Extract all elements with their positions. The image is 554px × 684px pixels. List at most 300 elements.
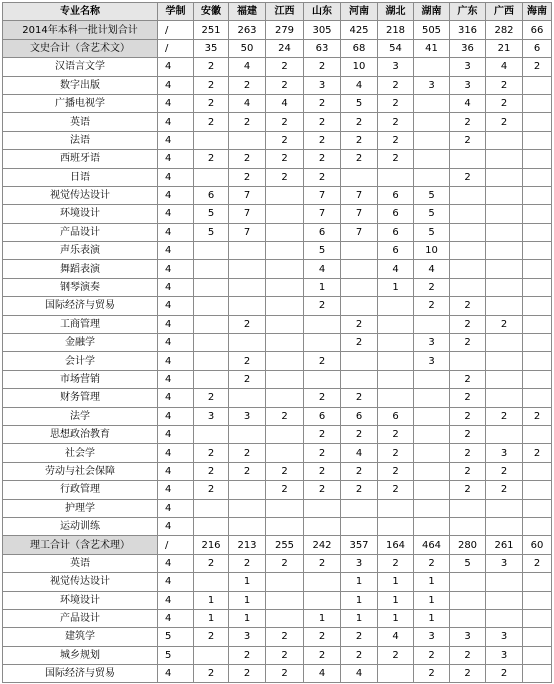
quota-cell: 2 xyxy=(378,444,414,462)
quota-cell: 2 xyxy=(378,94,414,112)
quota-cell: 2 xyxy=(414,297,450,315)
quota-cell: 6 xyxy=(378,186,414,204)
major-name-cell: 声乐表演 xyxy=(3,242,158,260)
quota-cell: 4 xyxy=(378,260,414,278)
quota-cell: 7 xyxy=(341,205,378,223)
quota-cell: 2 xyxy=(194,628,229,646)
years-cell: 4 xyxy=(158,370,194,388)
quota-cell xyxy=(486,205,523,223)
quota-cell xyxy=(523,94,552,112)
quota-cell: 35 xyxy=(194,39,229,57)
quota-cell: 1 xyxy=(414,573,450,591)
quota-cell: 2 xyxy=(304,113,341,131)
quota-cell: 7 xyxy=(304,205,341,223)
quota-cell: 2 xyxy=(341,131,378,149)
quota-cell: 2 xyxy=(194,554,229,572)
quota-cell: 2 xyxy=(266,554,304,572)
quota-cell xyxy=(304,591,341,609)
quota-cell xyxy=(414,58,450,76)
quota-cell: 63 xyxy=(304,39,341,57)
quota-cell xyxy=(523,591,552,609)
quota-cell xyxy=(194,297,229,315)
quota-cell: 263 xyxy=(229,21,266,39)
table-row xyxy=(3,425,552,443)
quota-cell xyxy=(523,499,552,517)
quota-cell xyxy=(194,260,229,278)
quota-cell: 2 xyxy=(304,462,341,480)
quota-cell xyxy=(266,591,304,609)
quota-cell xyxy=(450,573,486,591)
quota-cell xyxy=(414,481,450,499)
quota-cell: 2 xyxy=(266,407,304,425)
years-cell: 4 xyxy=(158,425,194,443)
quota-cell: 425 xyxy=(341,21,378,39)
quota-cell xyxy=(194,334,229,352)
quota-cell xyxy=(414,425,450,443)
years-cell: 4 xyxy=(158,260,194,278)
quota-cell: 2 xyxy=(341,113,378,131)
quota-cell: 4 xyxy=(486,58,523,76)
major-name-cell: 钢琴演奏 xyxy=(3,278,158,296)
quota-cell: 2 xyxy=(341,334,378,352)
quota-cell: 2 xyxy=(194,113,229,131)
column-header-province: 河南 xyxy=(341,3,378,21)
quota-cell: 261 xyxy=(486,536,523,554)
quota-cell: 50 xyxy=(229,39,266,57)
major-name-cell: 数字出版 xyxy=(3,76,158,94)
quota-cell: 357 xyxy=(341,536,378,554)
quota-cell: 2 xyxy=(194,76,229,94)
major-name-cell: 舞蹈表演 xyxy=(3,260,158,278)
quota-cell: 2 xyxy=(229,554,266,572)
major-name-cell: 劳动与社会保障 xyxy=(3,462,158,480)
quota-cell: 2 xyxy=(341,425,378,443)
quota-cell: 4 xyxy=(304,665,341,683)
quota-cell: 2 xyxy=(194,444,229,462)
quota-cell xyxy=(414,94,450,112)
major-name-cell: 运动训练 xyxy=(3,517,158,535)
quota-cell: 3 xyxy=(414,334,450,352)
quota-cell xyxy=(414,150,450,168)
quota-cell: 3 xyxy=(414,352,450,370)
quota-cell xyxy=(523,150,552,168)
quota-cell xyxy=(229,242,266,260)
quota-cell xyxy=(341,278,378,296)
quota-cell: 2 xyxy=(450,315,486,333)
major-name-cell: 财务管理 xyxy=(3,389,158,407)
quota-cell xyxy=(450,186,486,204)
quota-cell xyxy=(523,573,552,591)
quota-cell: 2 xyxy=(304,646,341,664)
quota-cell xyxy=(304,334,341,352)
years-cell: 4 xyxy=(158,186,194,204)
quota-cell: 3 xyxy=(450,58,486,76)
quota-cell: 2 xyxy=(523,407,552,425)
quota-cell: 1 xyxy=(194,591,229,609)
table-row xyxy=(3,628,552,646)
major-name-cell: 国际经济与贸易 xyxy=(3,297,158,315)
years-cell: / xyxy=(158,39,194,57)
table-row xyxy=(3,517,552,535)
quota-cell: 4 xyxy=(229,58,266,76)
table-row xyxy=(3,573,552,591)
quota-cell xyxy=(486,278,523,296)
quota-cell: 2 xyxy=(486,113,523,131)
quota-cell xyxy=(266,499,304,517)
quota-cell: 2 xyxy=(486,462,523,480)
quota-cell xyxy=(523,315,552,333)
quota-cell: 2 xyxy=(229,370,266,388)
quota-cell xyxy=(194,425,229,443)
quota-cell: 6 xyxy=(378,242,414,260)
table-row xyxy=(3,94,552,112)
quota-cell xyxy=(266,444,304,462)
quota-cell xyxy=(523,113,552,131)
quota-cell xyxy=(486,370,523,388)
quota-cell xyxy=(414,462,450,480)
quota-cell xyxy=(341,517,378,535)
quota-cell xyxy=(523,481,552,499)
quota-cell: 2 xyxy=(378,113,414,131)
column-header-province: 海南 xyxy=(523,3,552,21)
quota-cell xyxy=(194,242,229,260)
major-name-cell: 会计学 xyxy=(3,352,158,370)
quota-cell: 2 xyxy=(229,113,266,131)
quota-cell xyxy=(266,278,304,296)
quota-cell xyxy=(266,315,304,333)
table-row xyxy=(3,389,552,407)
quota-cell: 4 xyxy=(450,94,486,112)
quota-cell: 6 xyxy=(378,407,414,425)
quota-cell xyxy=(378,517,414,535)
quota-cell xyxy=(450,260,486,278)
quota-cell xyxy=(266,370,304,388)
quota-cell xyxy=(194,352,229,370)
quota-cell xyxy=(414,444,450,462)
quota-cell xyxy=(523,425,552,443)
quota-cell: 4 xyxy=(341,76,378,94)
quota-cell: 2 xyxy=(450,444,486,462)
major-name-cell: 社会学 xyxy=(3,444,158,462)
quota-cell: 2 xyxy=(194,462,229,480)
quota-cell xyxy=(341,370,378,388)
quota-cell: 464 xyxy=(414,536,450,554)
major-name-cell: 英语 xyxy=(3,113,158,131)
table-row xyxy=(3,223,552,241)
quota-cell xyxy=(341,297,378,315)
table-group-row xyxy=(3,39,552,57)
quota-cell xyxy=(378,334,414,352)
quota-cell: 2 xyxy=(194,665,229,683)
quota-cell xyxy=(523,168,552,186)
quota-cell xyxy=(229,517,266,535)
table-row xyxy=(3,315,552,333)
quota-cell xyxy=(304,573,341,591)
quota-cell: 2 xyxy=(450,389,486,407)
quota-cell xyxy=(523,462,552,480)
quota-cell: 2 xyxy=(304,150,341,168)
quota-cell xyxy=(523,260,552,278)
major-name-cell: 思想政治教育 xyxy=(3,425,158,443)
quota-cell: 2 xyxy=(378,76,414,94)
quota-cell: 3 xyxy=(229,407,266,425)
quota-cell: 2 xyxy=(378,646,414,664)
major-name-cell: 视觉传达设计 xyxy=(3,186,158,204)
quota-cell: 5 xyxy=(414,223,450,241)
quota-cell: 2 xyxy=(304,481,341,499)
quota-cell xyxy=(523,334,552,352)
quota-cell xyxy=(414,168,450,186)
quota-cell: 5 xyxy=(450,554,486,572)
quota-cell xyxy=(229,278,266,296)
quota-cell: 2 xyxy=(450,407,486,425)
quota-cell: 3 xyxy=(450,76,486,94)
quota-cell: 2 xyxy=(523,58,552,76)
quota-cell xyxy=(341,168,378,186)
quota-cell xyxy=(523,223,552,241)
column-header-province: 福建 xyxy=(229,3,266,21)
quota-cell: 2 xyxy=(414,646,450,664)
quota-cell: 2 xyxy=(486,407,523,425)
major-name-cell: 理工合计（含艺术理） xyxy=(3,536,158,554)
quota-cell xyxy=(304,499,341,517)
quota-cell xyxy=(229,260,266,278)
quota-cell: 2 xyxy=(450,334,486,352)
quota-cell: 3 xyxy=(486,646,523,664)
quota-cell: 2 xyxy=(486,315,523,333)
quota-cell: 5 xyxy=(304,242,341,260)
quota-cell: 2 xyxy=(229,150,266,168)
quota-cell: 66 xyxy=(523,21,552,39)
quota-cell: 2 xyxy=(378,150,414,168)
years-cell: 4 xyxy=(158,609,194,627)
major-name-cell: 法学 xyxy=(3,407,158,425)
quota-cell xyxy=(523,628,552,646)
quota-cell xyxy=(414,517,450,535)
quota-cell: 3 xyxy=(378,58,414,76)
quota-cell xyxy=(486,573,523,591)
quota-cell: 2 xyxy=(341,462,378,480)
quota-cell xyxy=(341,352,378,370)
table-row xyxy=(3,278,552,296)
quota-cell: 2 xyxy=(229,315,266,333)
quota-cell: 2 xyxy=(304,58,341,76)
table-row xyxy=(3,444,552,462)
quota-cell xyxy=(450,242,486,260)
quota-cell: 2 xyxy=(378,554,414,572)
years-cell: 5 xyxy=(158,646,194,664)
quota-cell: 2 xyxy=(450,297,486,315)
quota-cell: 2 xyxy=(229,168,266,186)
column-header-province: 广东 xyxy=(450,3,486,21)
quota-cell: 2 xyxy=(194,94,229,112)
quota-cell: 2 xyxy=(450,131,486,149)
major-name-cell: 市场营销 xyxy=(3,370,158,388)
quota-cell: 24 xyxy=(266,39,304,57)
quota-cell: 2 xyxy=(378,131,414,149)
major-name-cell: 环境设计 xyxy=(3,591,158,609)
quota-cell xyxy=(266,223,304,241)
quota-cell xyxy=(266,260,304,278)
quota-cell: 2 xyxy=(414,278,450,296)
column-header-province: 广西 xyxy=(486,3,523,21)
major-name-cell: 产品设计 xyxy=(3,223,158,241)
quota-cell: 2 xyxy=(450,425,486,443)
quota-cell: 505 xyxy=(414,21,450,39)
table-row xyxy=(3,58,552,76)
quota-cell: 10 xyxy=(341,58,378,76)
major-name-cell: 产品设计 xyxy=(3,609,158,627)
major-name-cell: 工商管理 xyxy=(3,315,158,333)
quota-cell xyxy=(266,242,304,260)
quota-cell: 242 xyxy=(304,536,341,554)
quota-cell: 1 xyxy=(341,591,378,609)
table-row xyxy=(3,370,552,388)
quota-cell: 2 xyxy=(304,628,341,646)
major-name-cell: 2014年本科一批计划合计 xyxy=(3,21,158,39)
quota-cell: 7 xyxy=(229,205,266,223)
enrollment-plan-sheet xyxy=(2,2,551,683)
quota-cell xyxy=(378,389,414,407)
enrollment-plan-table xyxy=(2,2,552,683)
years-cell: 4 xyxy=(158,242,194,260)
quota-cell xyxy=(486,242,523,260)
years-cell: 5 xyxy=(158,628,194,646)
quota-cell xyxy=(194,278,229,296)
quota-cell: 2 xyxy=(341,646,378,664)
quota-cell xyxy=(414,407,450,425)
quota-cell: 1 xyxy=(229,591,266,609)
quota-cell: 2 xyxy=(486,481,523,499)
quota-cell: 3 xyxy=(304,76,341,94)
table-body xyxy=(3,21,552,683)
quota-cell: 279 xyxy=(266,21,304,39)
quota-cell xyxy=(194,168,229,186)
quota-cell: 7 xyxy=(304,186,341,204)
quota-cell xyxy=(486,389,523,407)
column-header-province: 湖南 xyxy=(414,3,450,21)
quota-cell: 6 xyxy=(304,223,341,241)
major-name-cell: 汉语言文学 xyxy=(3,58,158,76)
quota-cell xyxy=(378,168,414,186)
quota-cell: 1 xyxy=(378,591,414,609)
table-row xyxy=(3,260,552,278)
quota-cell: 4 xyxy=(378,628,414,646)
quota-cell: 7 xyxy=(341,186,378,204)
quota-cell xyxy=(486,150,523,168)
table-row xyxy=(3,609,552,627)
quota-cell: 5 xyxy=(414,205,450,223)
years-cell: 4 xyxy=(158,517,194,535)
major-name-cell: 文史合计（含艺术文） xyxy=(3,39,158,57)
quota-cell xyxy=(414,131,450,149)
table-row xyxy=(3,168,552,186)
quota-cell: 2 xyxy=(523,554,552,572)
quota-cell: 54 xyxy=(378,39,414,57)
quota-cell xyxy=(341,260,378,278)
quota-cell xyxy=(414,113,450,131)
years-cell: 4 xyxy=(158,352,194,370)
quota-cell xyxy=(450,205,486,223)
years-cell: / xyxy=(158,536,194,554)
years-cell: 4 xyxy=(158,499,194,517)
years-cell: 4 xyxy=(158,168,194,186)
years-cell: 4 xyxy=(158,223,194,241)
column-header-province: 山东 xyxy=(304,3,341,21)
quota-cell xyxy=(523,76,552,94)
quota-cell xyxy=(229,297,266,315)
quota-cell: 60 xyxy=(523,536,552,554)
quota-cell xyxy=(229,481,266,499)
years-cell: 4 xyxy=(158,591,194,609)
quota-cell: 1 xyxy=(304,278,341,296)
major-name-cell: 西班牙语 xyxy=(3,150,158,168)
quota-cell: 1 xyxy=(378,609,414,627)
quota-cell: 2 xyxy=(341,481,378,499)
quota-cell xyxy=(304,517,341,535)
quota-cell xyxy=(486,223,523,241)
quota-cell xyxy=(266,205,304,223)
quota-cell: 1 xyxy=(304,609,341,627)
quota-cell xyxy=(523,352,552,370)
table-row xyxy=(3,646,552,664)
quota-cell xyxy=(523,186,552,204)
quota-cell xyxy=(486,609,523,627)
quota-cell: 2 xyxy=(229,462,266,480)
major-name-cell: 法语 xyxy=(3,131,158,149)
quota-cell: 6 xyxy=(304,407,341,425)
quota-cell: 218 xyxy=(378,21,414,39)
years-cell: 4 xyxy=(158,205,194,223)
quota-cell xyxy=(450,517,486,535)
table-row xyxy=(3,665,552,683)
quota-cell: 2 xyxy=(266,168,304,186)
quota-cell: 2 xyxy=(341,628,378,646)
header-row xyxy=(3,3,552,21)
quota-cell: 1 xyxy=(414,609,450,627)
quota-cell: 2 xyxy=(304,554,341,572)
column-header-province: 湖北 xyxy=(378,3,414,21)
quota-cell xyxy=(523,370,552,388)
quota-cell: 2 xyxy=(229,646,266,664)
quota-cell: 1 xyxy=(378,278,414,296)
quota-cell xyxy=(378,370,414,388)
quota-cell: 7 xyxy=(229,186,266,204)
quota-cell xyxy=(194,370,229,388)
quota-cell xyxy=(378,665,414,683)
quota-cell: 2 xyxy=(266,131,304,149)
quota-cell xyxy=(266,297,304,315)
quota-cell: 1 xyxy=(194,609,229,627)
quota-cell: 2 xyxy=(304,425,341,443)
column-header-major: 专业名称 xyxy=(3,3,158,21)
years-cell: 4 xyxy=(158,481,194,499)
quota-cell: 2 xyxy=(450,665,486,683)
major-name-cell: 护理学 xyxy=(3,499,158,517)
quota-cell: 1 xyxy=(341,609,378,627)
quota-cell xyxy=(414,499,450,517)
quota-cell: 282 xyxy=(486,21,523,39)
quota-cell: 5 xyxy=(194,223,229,241)
quota-cell xyxy=(523,517,552,535)
quota-cell: 2 xyxy=(414,665,450,683)
quota-cell xyxy=(341,242,378,260)
quota-cell xyxy=(486,186,523,204)
quota-cell: 2 xyxy=(450,168,486,186)
column-header-province: 安徽 xyxy=(194,3,229,21)
quota-cell xyxy=(341,499,378,517)
quota-cell: 280 xyxy=(450,536,486,554)
